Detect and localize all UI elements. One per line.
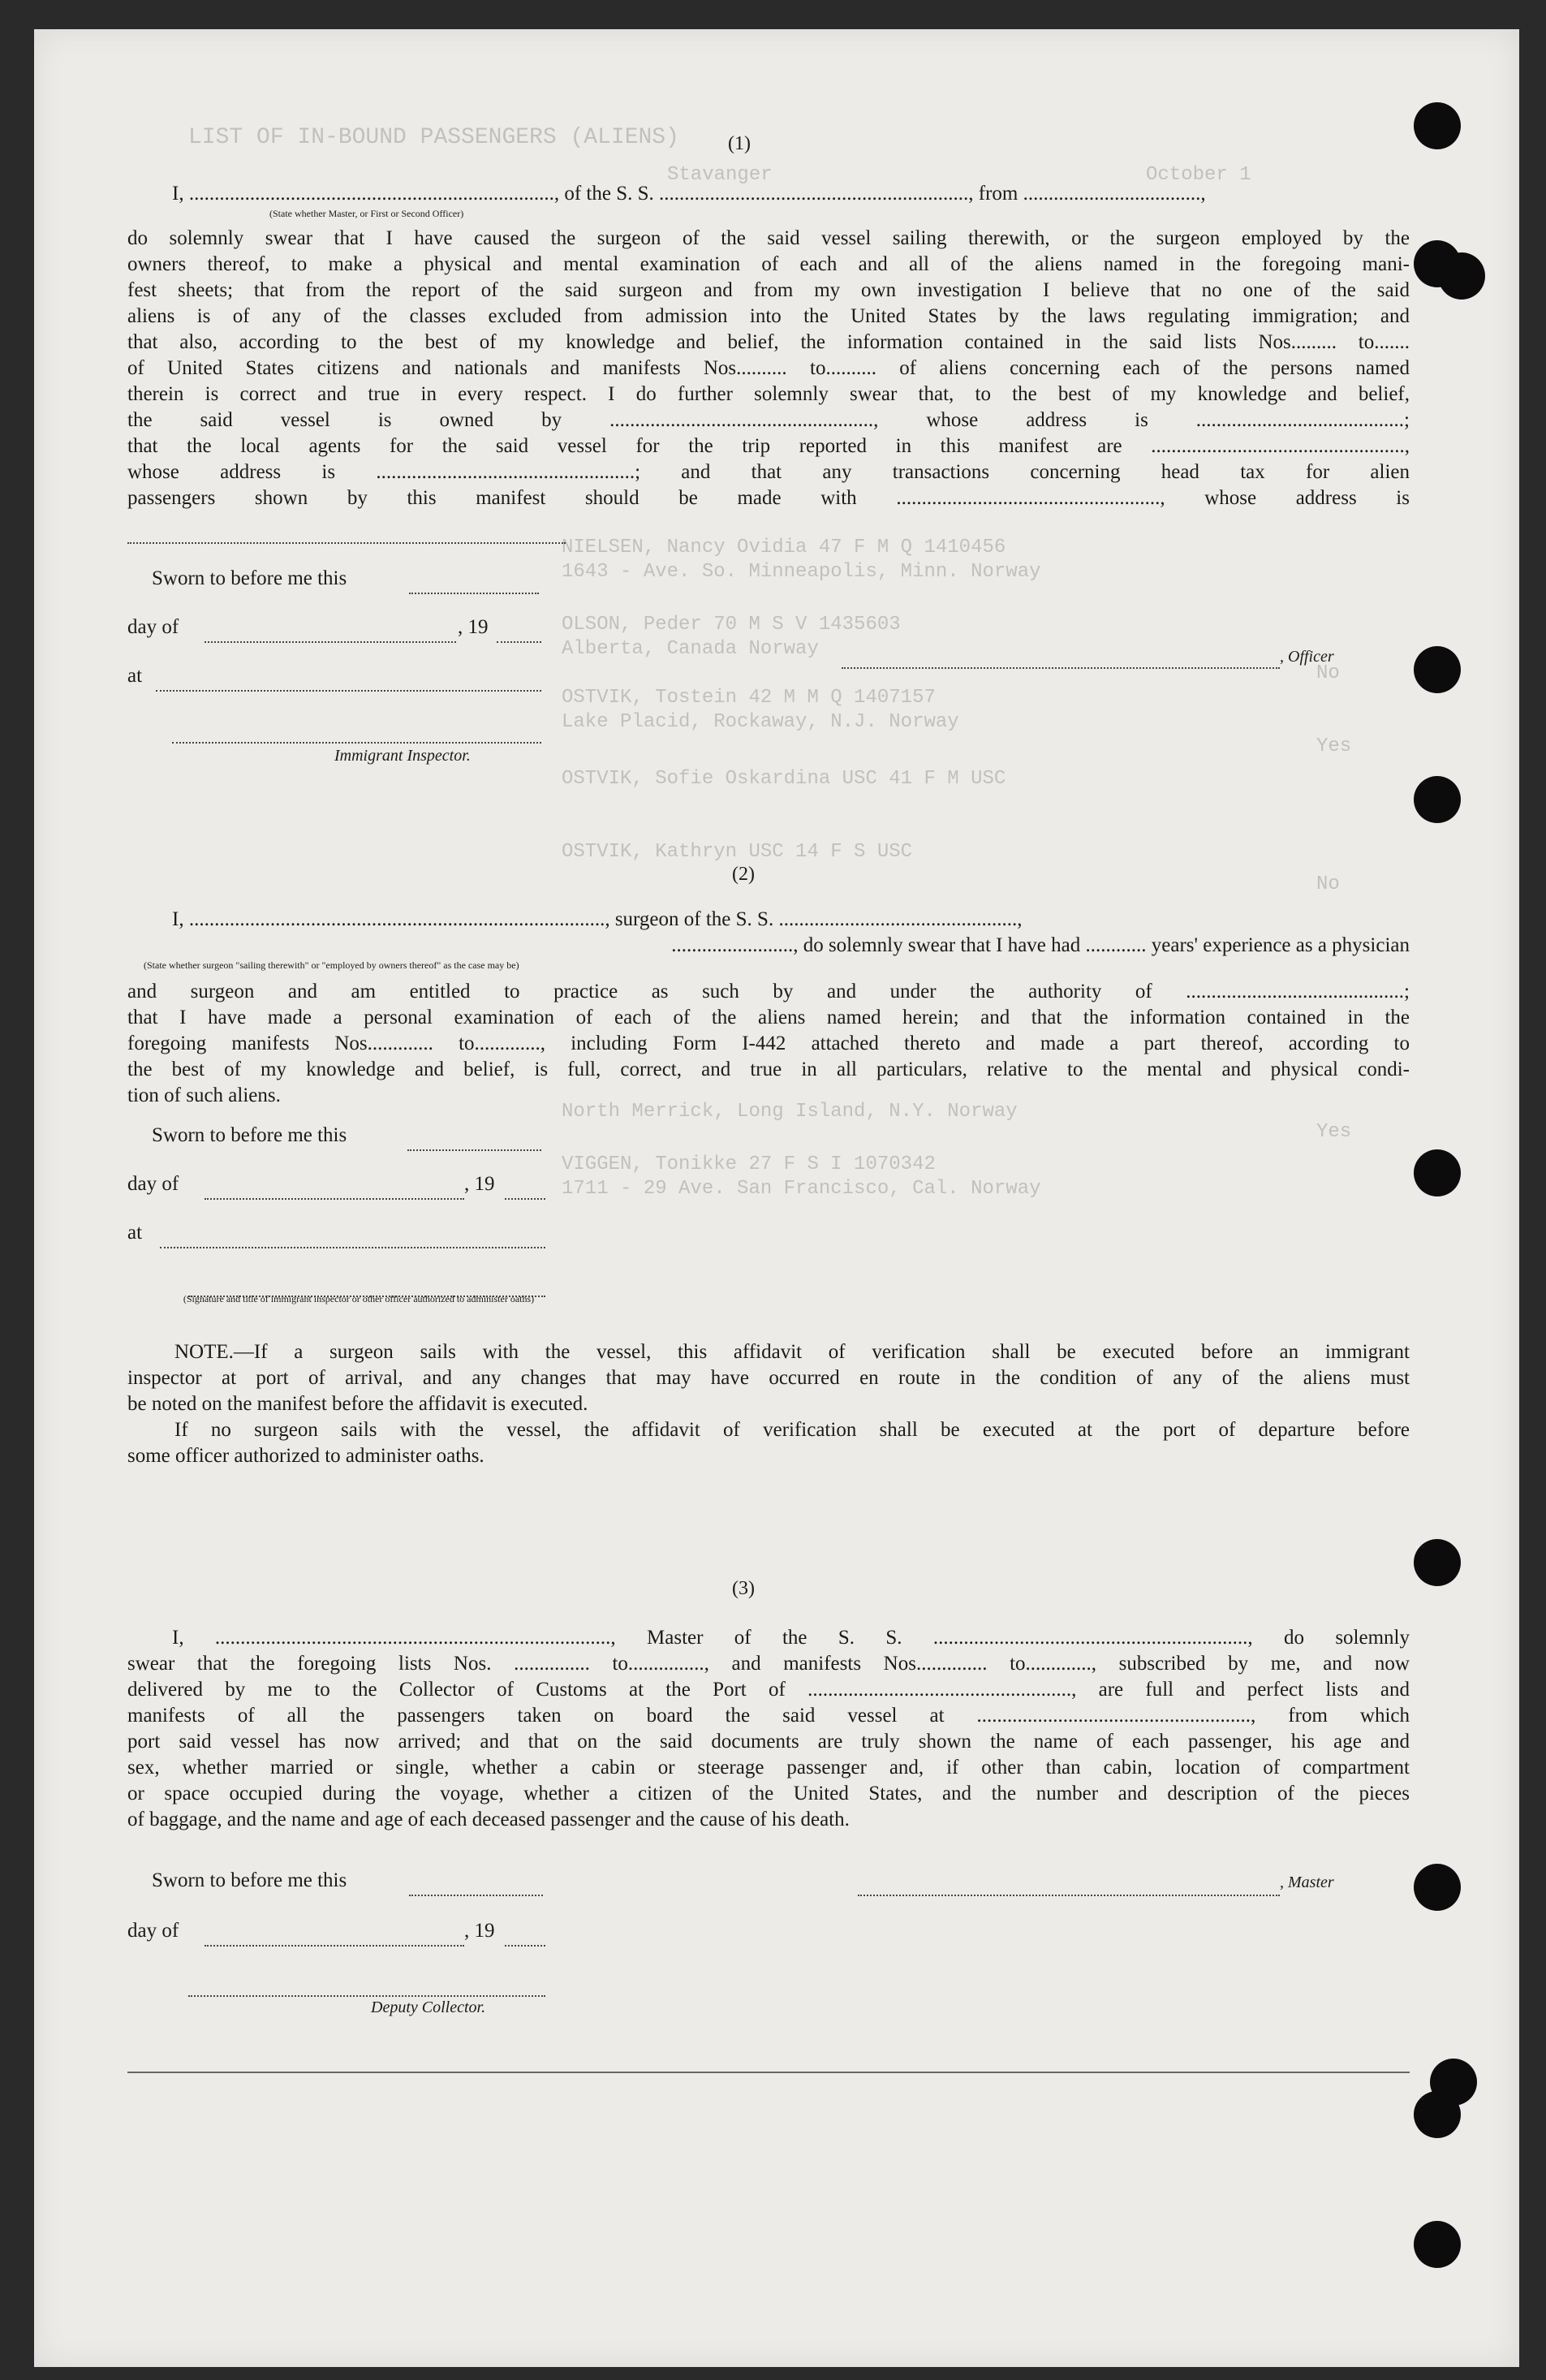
- paragraph-line: aliens is of any of the classes excluded from admission into the United States by the laws regulating immigration; and: [127, 305, 1410, 327]
- sworn-label: Sworn to before me this: [152, 1869, 347, 1891]
- document-page: [34, 29, 1519, 2367]
- year-blank: [497, 625, 541, 643]
- paragraph-line: therein is correct and true in every respect. I do further solemnly swear that, to the best of my knowledge and belief,: [127, 383, 1410, 405]
- paragraph-line: manifests of all the passengers taken on board the said vessel at ......................................................, from which: [127, 1705, 1410, 1727]
- bleed-text: 1711 - 29 Ave. San Francisco, Cal. Norway: [562, 1178, 1041, 1200]
- year-label: , 19: [464, 1173, 495, 1195]
- section-2-line-2: ........................, do solemnly swear that I have had ............ years' experience as a physician: [671, 934, 1410, 956]
- punch-hole: [1414, 2221, 1461, 2268]
- punch-hole: [1438, 252, 1485, 300]
- date-blank: [205, 1182, 464, 1200]
- address-blank: [127, 526, 566, 544]
- bleed-text: OSTVIK, Kathryn USC 14 F S USC: [562, 841, 913, 863]
- master-label: , Master: [1280, 1873, 1334, 1891]
- paragraph-line: the best of my knowledge and belief, is full, correct, and true in all particulars, relative to the mental and physical condi-: [127, 1058, 1410, 1080]
- bleed-text: NIELSEN, Nancy Ovidia 47 F M Q 1410456: [562, 537, 1006, 558]
- signature-caption: (Signature and title of immigrant inspector or other officer authorized to administer oaths): [183, 1293, 535, 1304]
- paragraph-line: tion of such aliens.: [127, 1084, 281, 1106]
- paragraph-line: of United States citizens and nationals and manifests Nos.......... to.......... of aliens concerning each of the persons named: [127, 357, 1410, 379]
- section-2-note: [127, 1339, 1410, 1469]
- paragraph-line: delivered by me to the Collector of Customs at the Port of ...................................................., are full and perfect lists and: [127, 1679, 1410, 1701]
- day-of-label: day of: [127, 1173, 179, 1195]
- paragraph-line: that also, according to the best of my knowledge and belief, the information contained in the said lists Nos......... to.......: [127, 331, 1410, 353]
- date-blank: [407, 1133, 541, 1151]
- paragraph-line: or space occupied during the voyage, whether a citizen of the United States, and the number and description of the pieces: [127, 1783, 1410, 1804]
- note-text: —If a surgeon sails with the vessel, this affidavit of verification shall be executed before an immigrant: [233, 1341, 1410, 1363]
- day-of-label: day of: [127, 616, 179, 638]
- punch-hole: [1414, 1149, 1461, 1196]
- place-blank: [156, 674, 541, 692]
- paragraph-line: and surgeon and am entitled to practice as such by and under the authority of ...........................................;: [127, 981, 1410, 1002]
- note-label: NOTE.: [174, 1341, 234, 1363]
- bleed-text: OSTVIK, Tostein 42 M M Q 1407157: [562, 687, 936, 709]
- paragraph-line: of baggage, and the name and age of each deceased passenger and the cause of his death.: [127, 1809, 850, 1830]
- note-line: be noted on the manifest before the affidavit is executed.: [127, 1393, 588, 1415]
- section-2-number: (2): [732, 864, 755, 885]
- officer-label: , Officer: [1280, 648, 1334, 666]
- note-line-1: [127, 1339, 1410, 1365]
- section-2-line-1: I, .................................................................................., surgeon of the S. S. ...............................................,: [172, 908, 1023, 930]
- date-blank: [205, 625, 456, 643]
- punch-hole: [1414, 646, 1461, 693]
- immigrant-inspector-label: Immigrant Inspector.: [334, 747, 471, 765]
- bleed-text: Alberta, Canada Norway: [562, 638, 819, 660]
- section-2-paragraph: [127, 979, 1410, 1109]
- bleed-text: No: [1316, 873, 1340, 895]
- note-line: some officer authorized to administer oaths.: [127, 1445, 484, 1467]
- at-label: at: [127, 665, 143, 687]
- year-label: , 19: [464, 1920, 495, 1942]
- bottom-rule: [127, 2072, 1410, 2073]
- paragraph-line: that the local agents for the said vessel for the trip reported in this manifest are ..................................................,: [127, 435, 1410, 457]
- paragraph-line: sex, whether married or single, whether a cabin or steerage passenger and, if other than cabin, location of compartment: [127, 1757, 1410, 1779]
- signature-blank: [172, 726, 541, 744]
- punch-hole: [1414, 776, 1461, 823]
- section-1-number: (1): [728, 133, 751, 154]
- bleed-text: North Merrick, Long Island, N.Y. Norway: [562, 1101, 1018, 1123]
- sworn-label: Sworn to before me this: [152, 567, 347, 589]
- punch-hole: [1414, 1864, 1461, 1911]
- at-label: at: [127, 1222, 143, 1244]
- section-3-number: (3): [732, 1578, 755, 1599]
- date-blank: [205, 1929, 464, 1947]
- bleed-text: LIST OF IN-BOUND PASSENGERS (ALIENS): [188, 125, 679, 150]
- note-line: inspector at port of arrival, and any changes that may have occurred en route in the condition of any of the aliens must: [127, 1367, 1410, 1389]
- paragraph-line: do solemnly swear that I have caused the surgeon of the said vessel sailing therewith, or the surgeon employed by the: [127, 227, 1410, 249]
- note-line: If no surgeon sails with the vessel, the affidavit of verification shall be executed at the port of departure before: [174, 1419, 1410, 1441]
- paragraph-line: the said vessel is owned by ...................................................., whose address is .........................................;: [127, 409, 1410, 431]
- punch-hole: [1414, 1539, 1461, 1586]
- paragraph-line: port said vessel has now arrived; and that on the said documents are truly shown the name of each passenger, his age and: [127, 1731, 1410, 1753]
- paragraph-line: that I have made a personal examination of each of the aliens named herein; and that the information contained in the: [127, 1007, 1410, 1028]
- bleed-text: Yes: [1316, 735, 1352, 757]
- officer-blank: [842, 651, 1280, 669]
- bleed-text: OLSON, Peder 70 M S V 1435603: [562, 614, 901, 636]
- date-blank: [409, 1878, 543, 1896]
- paragraph-line: I, .............................................................................., Master of the S. S. .............................................................., do solemnly: [172, 1627, 1410, 1649]
- paragraph-line: swear that the foregoing lists Nos. ............... to..............., and manifests Nos.............. to............., subscribed by me, and now: [127, 1653, 1410, 1675]
- year-blank: [505, 1929, 545, 1947]
- paragraph-line: fest sheets; that from the report of the said surgeon and from my own investigation I believe that no one of the said: [127, 279, 1410, 301]
- section-3-paragraph: [127, 1625, 1410, 1833]
- date-blank: [409, 576, 539, 594]
- bleed-text: Stavanger: [667, 164, 773, 186]
- bleed-text: Yes: [1316, 1121, 1352, 1143]
- section-1-oath-line: I, ........................................................................, of the S. S. ............................................................., from ...................................,: [172, 183, 1206, 205]
- punch-hole: [1414, 102, 1461, 149]
- section-2-sublabel: (State whether surgeon "sailing therewith" or "employed by owners thereof" as the case may be): [144, 959, 519, 971]
- paragraph-line: owners thereof, to make a physical and mental examination of each and all of the aliens named in the foregoing mani-: [127, 253, 1410, 275]
- signature-blank: [188, 1979, 545, 1997]
- day-of-label: day of: [127, 1920, 179, 1942]
- year-blank: [505, 1182, 545, 1200]
- paragraph-line: foregoing manifests Nos............. to............., including Form I-442 attached thereto and made a part thereof, according to: [127, 1033, 1410, 1054]
- section-1-paragraph: [127, 226, 1410, 511]
- punch-hole: [1414, 2091, 1461, 2138]
- sworn-label: Sworn to before me this: [152, 1124, 347, 1146]
- bleed-text: VIGGEN, Tonikke 27 F S I 1070342: [562, 1153, 936, 1175]
- paragraph-line: passengers shown by this manifest should be made with ...................................................., whose address is: [127, 487, 1410, 509]
- bleed-text: Lake Placid, Rockaway, N.J. Norway: [562, 711, 959, 733]
- paragraph-line: whose address is ...................................................; and that any transactions concerning head tax for alien: [127, 461, 1410, 483]
- place-blank: [160, 1231, 545, 1248]
- bleed-text: OSTVIK, Sofie Oskardina USC 41 F M USC: [562, 768, 1006, 790]
- bleed-text: 1643 - Ave. So. Minneapolis, Minn. Norway: [562, 561, 1041, 583]
- master-signature-blank: [858, 1878, 1280, 1896]
- year-label: , 19: [458, 616, 489, 638]
- section-1-oath-sublabel: (State whether Master, or First or Second Officer): [269, 208, 464, 219]
- bleed-text: October 1: [1146, 164, 1251, 186]
- deputy-collector-label: Deputy Collector.: [371, 1998, 486, 2016]
- bleed-text: No: [1316, 662, 1340, 684]
